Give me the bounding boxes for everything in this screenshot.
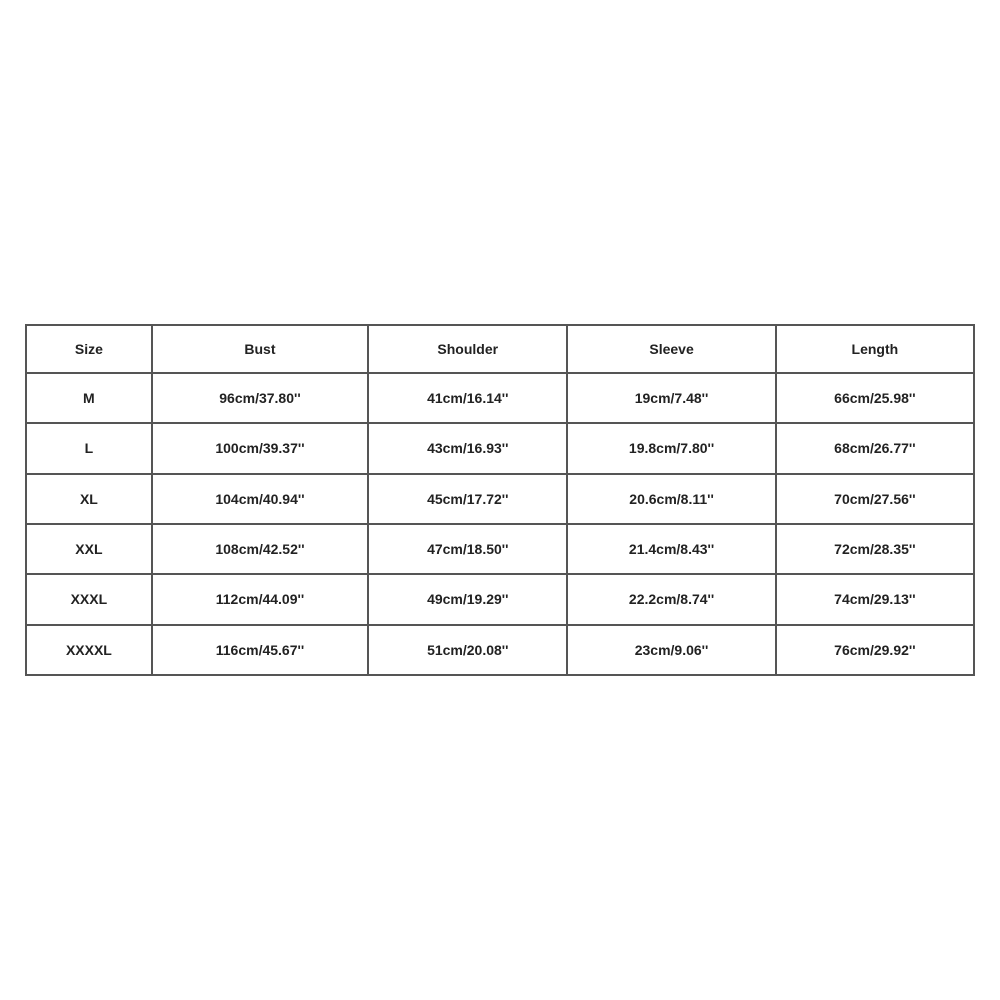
table-row bbox=[26, 373, 974, 423]
header-row bbox=[26, 325, 974, 373]
cell-shoulder: 41cm/16.14'' bbox=[368, 373, 567, 423]
header-bust: Bust bbox=[152, 325, 368, 373]
cell-length: 74cm/29.13'' bbox=[776, 574, 974, 624]
cell-sleeve: 22.2cm/8.74'' bbox=[567, 574, 775, 624]
cell-sleeve: 21.4cm/8.43'' bbox=[567, 524, 775, 574]
header-size: Size bbox=[26, 325, 152, 373]
cell-size: L bbox=[26, 423, 152, 473]
table-row bbox=[26, 524, 974, 574]
cell-size: M bbox=[26, 373, 152, 423]
cell-bust: 104cm/40.94'' bbox=[152, 474, 368, 524]
cell-size: XXL bbox=[26, 524, 152, 574]
cell-sleeve: 19.8cm/7.80'' bbox=[567, 423, 775, 473]
size-chart-table bbox=[25, 324, 975, 676]
table-row bbox=[26, 574, 974, 624]
cell-length: 72cm/28.35'' bbox=[776, 524, 974, 574]
cell-length: 68cm/26.77'' bbox=[776, 423, 974, 473]
table-row bbox=[26, 423, 974, 473]
cell-shoulder: 47cm/18.50'' bbox=[368, 524, 567, 574]
cell-bust: 116cm/45.67'' bbox=[152, 625, 368, 675]
header-shoulder: Shoulder bbox=[368, 325, 567, 373]
cell-sleeve: 19cm/7.48'' bbox=[567, 373, 775, 423]
cell-shoulder: 51cm/20.08'' bbox=[368, 625, 567, 675]
cell-size: XL bbox=[26, 474, 152, 524]
cell-length: 76cm/29.92'' bbox=[776, 625, 974, 675]
cell-shoulder: 49cm/19.29'' bbox=[368, 574, 567, 624]
cell-sleeve: 23cm/9.06'' bbox=[567, 625, 775, 675]
cell-bust: 96cm/37.80'' bbox=[152, 373, 368, 423]
cell-shoulder: 45cm/17.72'' bbox=[368, 474, 567, 524]
table-row bbox=[26, 474, 974, 524]
cell-length: 66cm/25.98'' bbox=[776, 373, 974, 423]
header-sleeve: Sleeve bbox=[567, 325, 775, 373]
cell-length: 70cm/27.56'' bbox=[776, 474, 974, 524]
cell-size: XXXL bbox=[26, 574, 152, 624]
header-length: Length bbox=[776, 325, 974, 373]
cell-shoulder: 43cm/16.93'' bbox=[368, 423, 567, 473]
cell-bust: 100cm/39.37'' bbox=[152, 423, 368, 473]
cell-sleeve: 20.6cm/8.11'' bbox=[567, 474, 775, 524]
table-row bbox=[26, 625, 974, 675]
cell-bust: 112cm/44.09'' bbox=[152, 574, 368, 624]
cell-size: XXXXL bbox=[26, 625, 152, 675]
cell-bust: 108cm/42.52'' bbox=[152, 524, 368, 574]
